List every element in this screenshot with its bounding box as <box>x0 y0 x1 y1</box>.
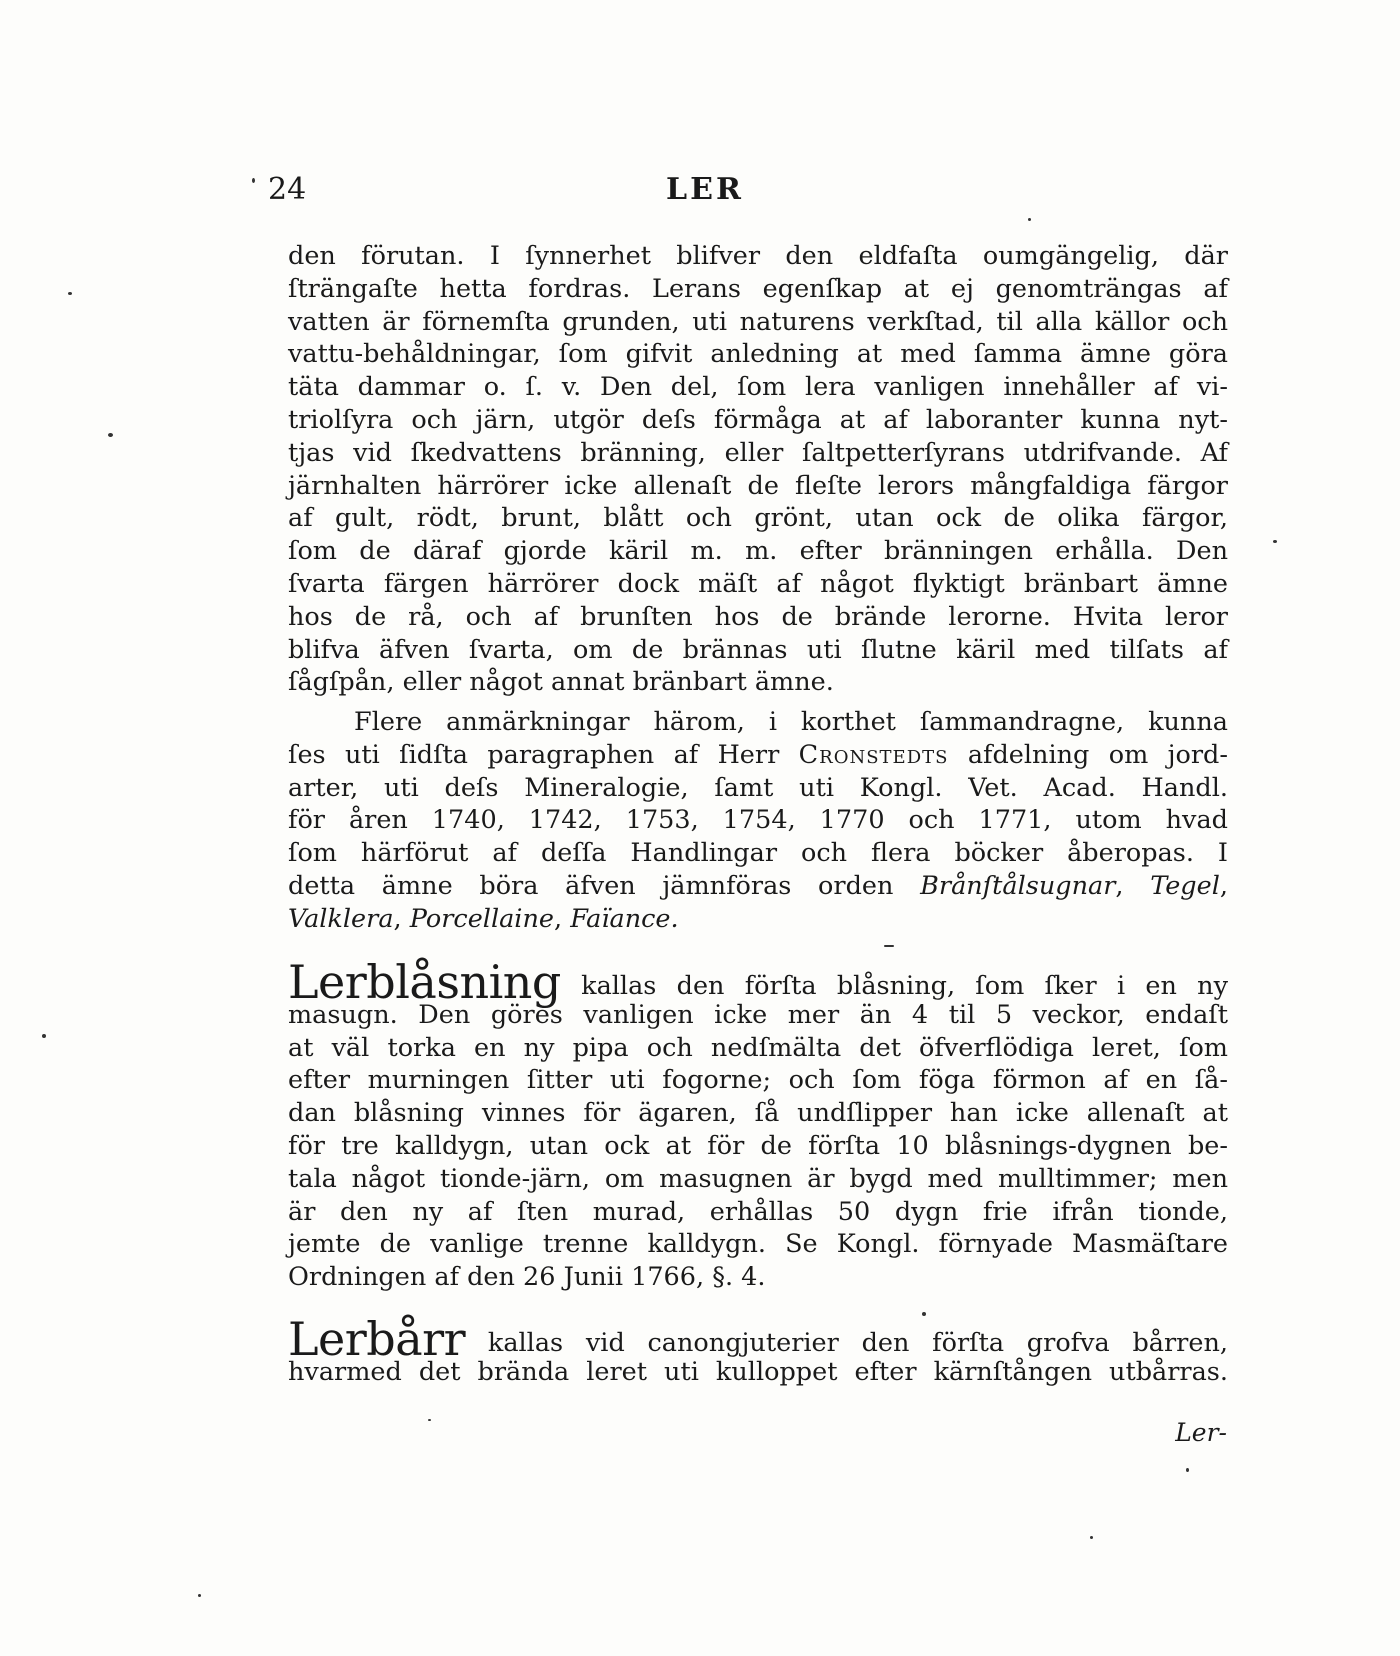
text-line: vattu-behåldningar, ſom gifvit anledning at med ſamma ämne göra <box>288 339 1228 370</box>
text-line: triolſyra och järn, utgör deſs förmåga at af laboranter kunna nyt- <box>288 404 1228 435</box>
text-line: ſträngaſte hetta fordras. Lerans egenſkap at ej genomträngas af <box>288 273 1228 304</box>
print-speck <box>1186 1468 1189 1472</box>
print-speck <box>108 433 113 437</box>
entry-lerbarr <box>288 1312 1228 1389</box>
text-line: vatten är förnemſta grunden, uti naturens verkſtad, til alla källor och <box>288 306 1228 337</box>
page-number: 24 <box>268 172 307 207</box>
text-line: ſom härförut af deſſa Handlingar och flera böcker åberopas. I <box>288 838 1228 869</box>
text-line: för tre kalldygn, utan ock at för de förſta 10 blåsnings-dygnen be- <box>288 1130 1228 1161</box>
text-line <box>288 1312 1228 1366</box>
text-line <box>288 955 1228 1009</box>
text-run: , <box>393 903 410 934</box>
text-line: blifva äfven ſvarta, om de brännas uti ſlutne käril med tilſats af <box>288 634 1228 665</box>
text-line: hos de rå, och af brunſten hos de brände lerorne. Hvita leror <box>288 601 1228 632</box>
paragraph-continuation <box>288 240 1228 699</box>
cross-reference: Brånſtålsugnar <box>920 870 1116 901</box>
text-line: masugn. Den göres vanligen icke mer än 4 til 5 veckor, endaſt <box>288 999 1228 1030</box>
print-speck <box>252 178 255 183</box>
text-line: efter murningen ſitter uti fogorne; och ſom föga förmon af en ſå- <box>288 1065 1228 1096</box>
paragraph-references <box>288 706 1228 936</box>
author-name: Cronstedts <box>798 739 949 770</box>
text-line: Flere anmärkningar härom, i korthet ſammandragne, kunna <box>354 707 1228 737</box>
print-speck <box>884 945 894 947</box>
text-line: hvarmed det brända leret uti kulloppet efter kärnſtången utbårras. <box>288 1356 1228 1387</box>
cross-reference: Faïance. <box>570 903 679 934</box>
cross-reference: Valklera <box>288 903 394 934</box>
text-line <box>288 903 1228 936</box>
text-run: , <box>1115 870 1151 901</box>
text-line: ſom de däraf gjorde käril m. m. efter bränningen erhålla. Den <box>288 536 1228 567</box>
text-line: järnhalten härrörer icke allenaſt de fleſte lerors mångfaldiga färgor <box>288 470 1228 501</box>
page-header <box>268 172 1228 212</box>
text-run: , <box>1219 870 1228 901</box>
text-line: tjas vid ſkedvattens bränning, eller ſaltpetterſyrans utdrifvande. Af <box>288 437 1228 468</box>
print-speck <box>42 1034 46 1038</box>
text-run: ſes uti ſidſta paragraphen af Herr <box>288 739 799 770</box>
cross-reference: Tegel <box>1150 870 1220 901</box>
text-line: ſågſpån, eller något annat bränbart ämne. <box>288 667 834 698</box>
entry-headword: Lerblåsning <box>288 955 561 1009</box>
print-speck <box>1273 540 1277 543</box>
text-line: af gult, rödt, brunt, blått och grönt, utan ock de olika färgor, <box>288 503 1228 534</box>
text-line: jemte de vanlige trenne kalldygn. Se Kongl. förnyade Masmäſtare <box>288 1229 1228 1260</box>
text-run: detta ämne böra äfven jämnföras orden <box>288 870 921 901</box>
text-line: dan blåsning vinnes för ägaren, ſå undſlipper han icke allenaſt at <box>288 1098 1228 1129</box>
text-line: täta dammar o. ſ. v. Den del, ſom lera vanligen innehåller af vi- <box>288 372 1228 403</box>
print-speck <box>68 292 72 295</box>
text-run: afdelning om jord- <box>948 739 1228 770</box>
text-line: är den ny af ſten murad, erhållas 50 dygn frie ifrån tionde, <box>288 1196 1228 1227</box>
text-line: tala något tionde-järn, om masugnen är bygd med mulltimmer; men <box>288 1163 1228 1194</box>
text-line: ſvarta färgen härrörer dock mäſt af något flyktigt bränbart ämne <box>288 568 1228 599</box>
print-speck <box>1090 1536 1093 1539</box>
text-run: , <box>553 903 571 934</box>
text-line <box>288 870 1228 903</box>
text-line: den förutan. I ſynnerhet blifver den eldfaſta oumgängelig, där <box>288 241 1228 271</box>
text-run: kallas vid canongjuterier den förſta grofva bårren, <box>465 1328 1228 1358</box>
text-line: Ordningen af den 26 Junii 1766, §. 4. <box>288 1262 766 1293</box>
catchword: Ler- <box>1175 1418 1227 1447</box>
print-speck <box>198 1594 201 1597</box>
entry-lerblasning <box>288 955 1228 1294</box>
text-line: för åren 1740, 1742, 1753, 1754, 1770 och 1771, utom hvad <box>288 805 1228 836</box>
print-speck <box>922 1312 926 1316</box>
cross-reference: Porcellaine <box>409 903 554 934</box>
print-speck <box>428 1419 431 1421</box>
text-line <box>288 739 1228 772</box>
running-head: LER <box>666 172 744 207</box>
entry-headword: Lerbårr <box>288 1312 466 1366</box>
text-line: at väl torka en ny pipa och nedſmälta det öfverflödiga leret, ſom <box>288 1032 1228 1063</box>
text-run: kallas den förſta blåsning, ſom ſker i en ny <box>560 971 1228 1001</box>
print-speck <box>1028 218 1031 221</box>
text-line: arter, uti deſs Mineralogie, ſamt uti Kongl. Vet. Acad. Handl. <box>288 772 1228 803</box>
